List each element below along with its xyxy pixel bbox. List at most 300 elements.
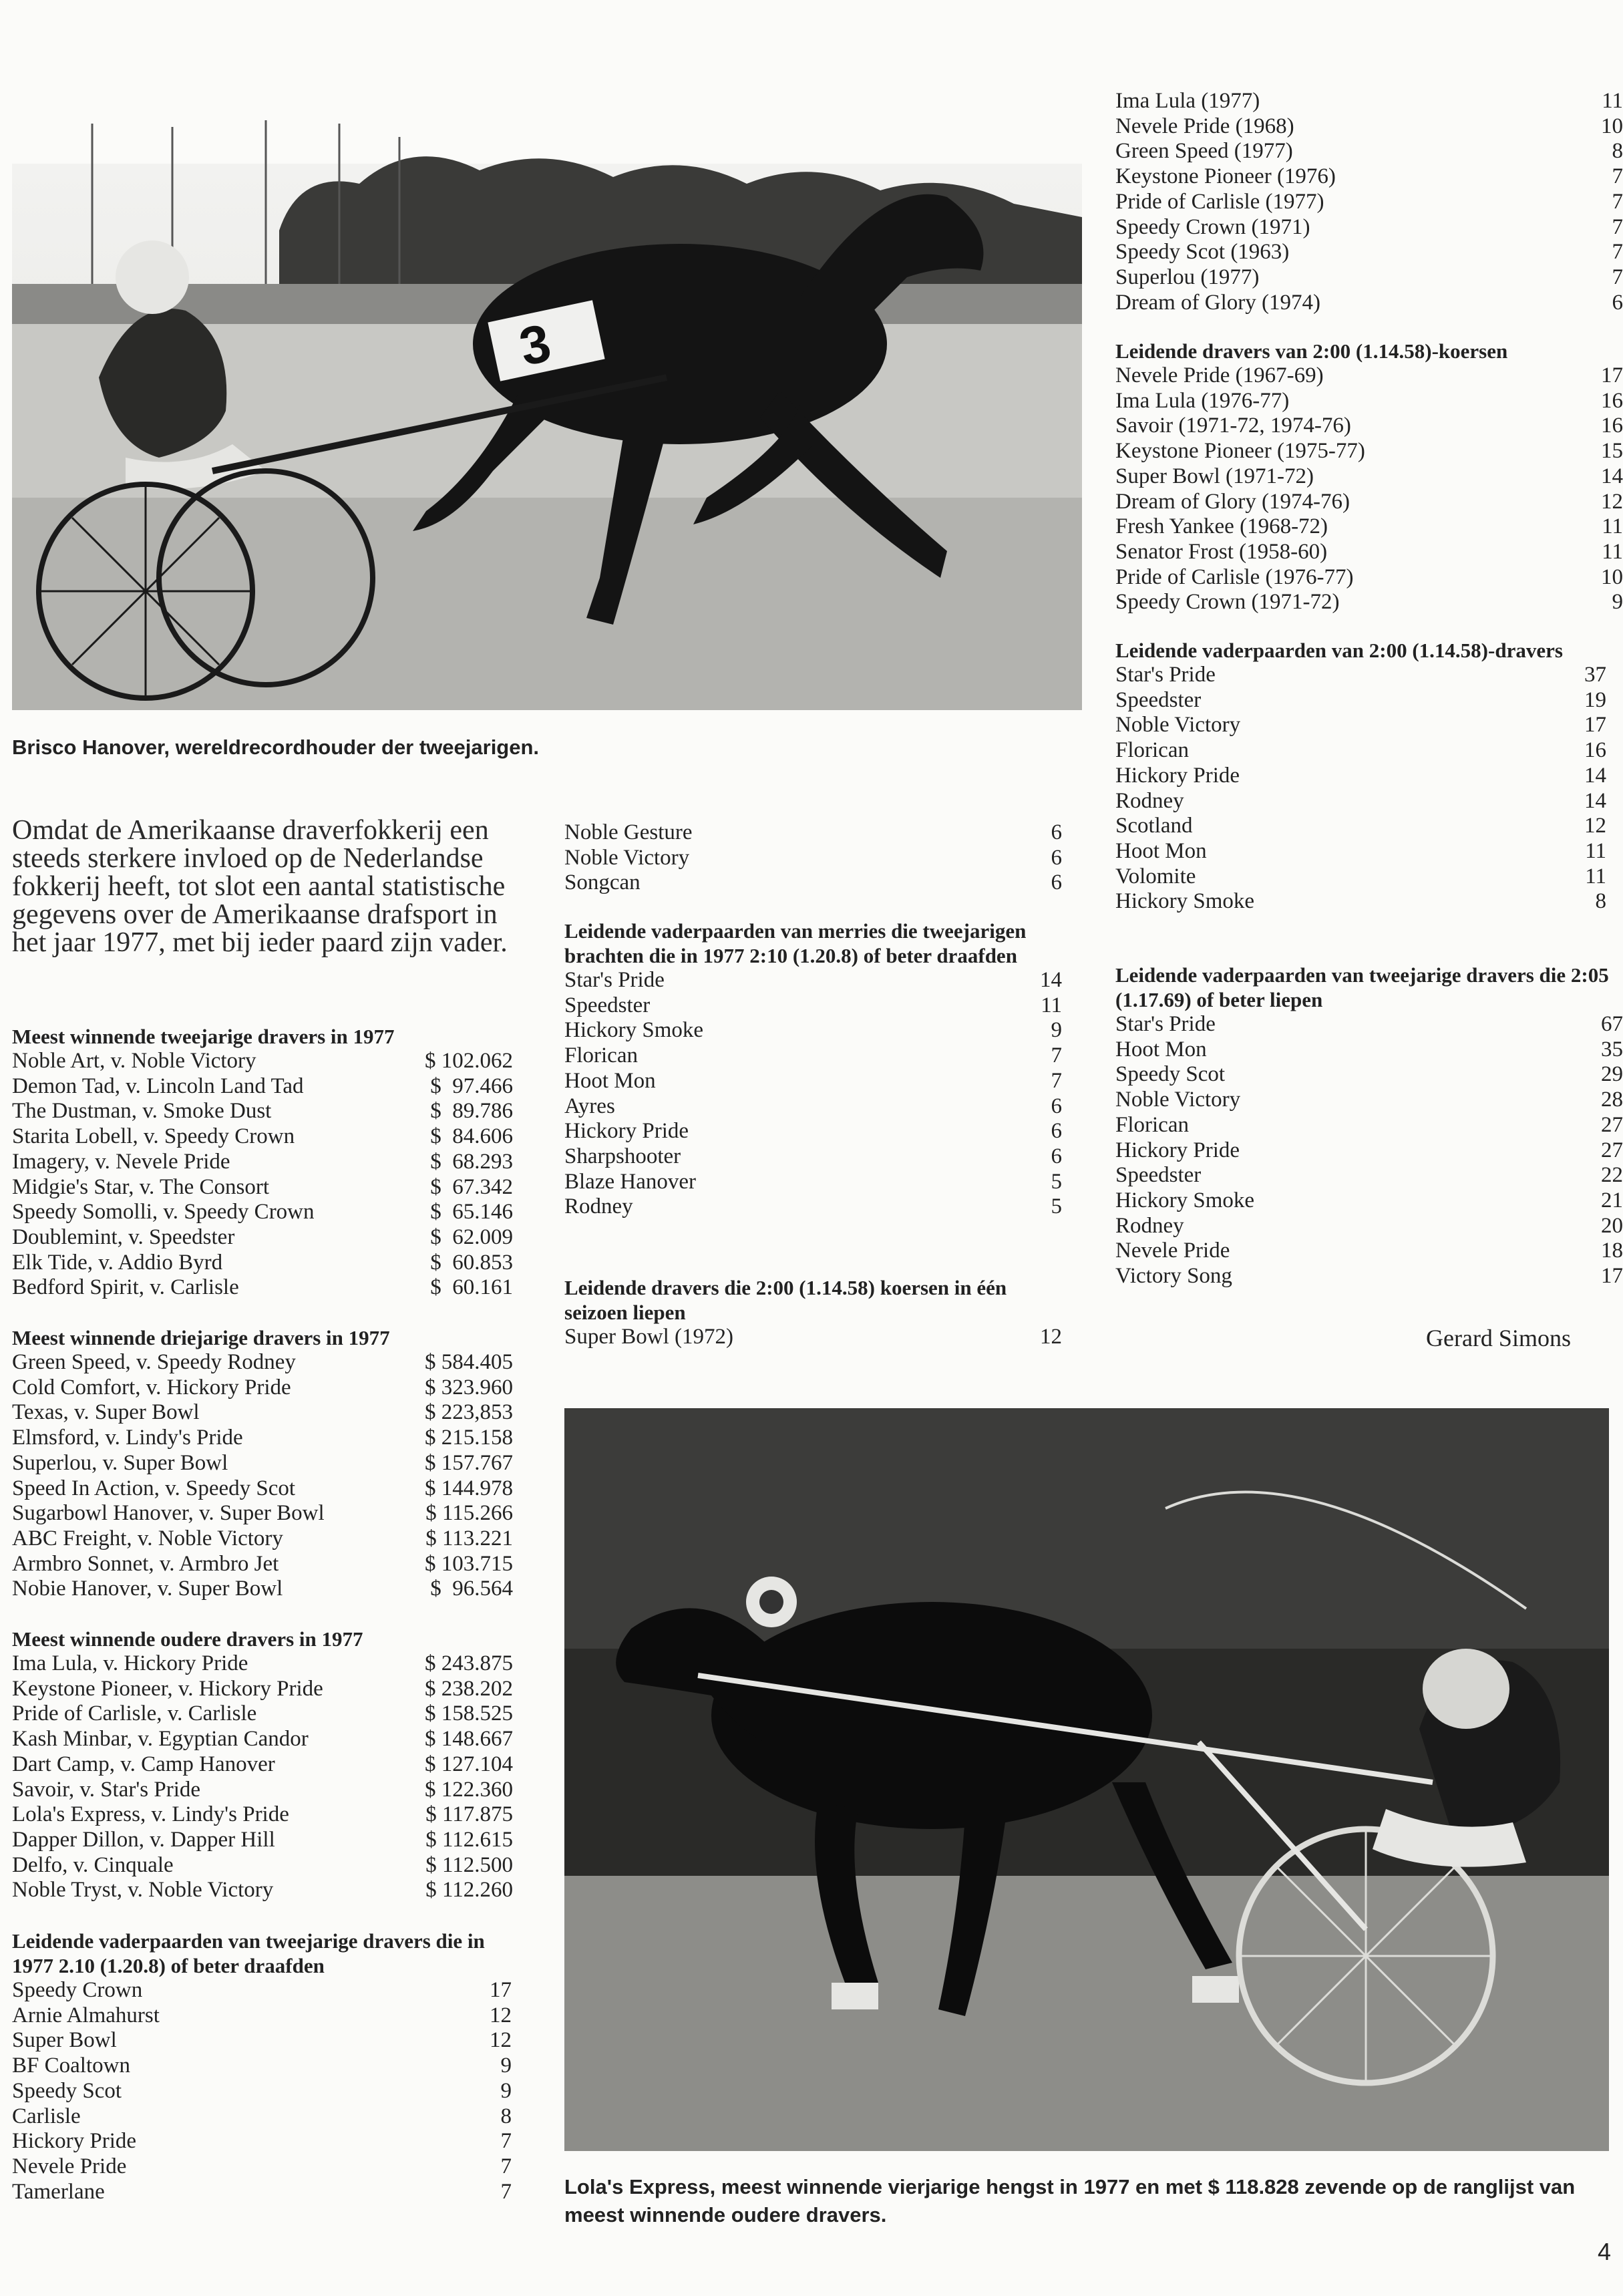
- item-value: 7: [1612, 214, 1623, 239]
- item-value: 8: [1612, 139, 1623, 164]
- item-value: $ 89.786: [430, 1099, 513, 1124]
- list-item: [1115, 363, 1623, 389]
- item-value: 17: [1601, 363, 1623, 387]
- item-name: Noble Tryst, v. Noble Victory: [12, 1878, 274, 1903]
- item-name: Hoot Mon: [1115, 1037, 1207, 1061]
- item-value: 12: [1584, 814, 1606, 838]
- item-value: 9: [1051, 1018, 1062, 1043]
- item-value: 21: [1601, 1188, 1623, 1212]
- item-name: Victory Song: [1115, 1264, 1232, 1289]
- item-value: $ 223,853: [425, 1400, 513, 1425]
- item-name: Hickory Pride: [1115, 763, 1240, 788]
- item-value: 6: [1051, 870, 1062, 895]
- item-name: Savoir, v. Star's Pride: [12, 1777, 201, 1802]
- item-name: Speedy Scot (1963): [1115, 240, 1290, 265]
- list-item: [564, 1119, 1062, 1144]
- list-item: [1115, 414, 1623, 439]
- item-value: 7: [1612, 189, 1623, 214]
- item-value: $ 323.960: [425, 1375, 513, 1400]
- section-heading: Leidende vaderpaarden van tweejarige dravers die in 1977 2.10 (1.20.8) of beter draafden: [12, 1929, 485, 1977]
- photo-lolas-express: [564, 1408, 1609, 2151]
- list-item: [1115, 240, 1623, 265]
- item-name: Noble Victory: [1115, 713, 1241, 737]
- item-name: Nevele Pride: [1115, 1239, 1230, 1263]
- item-value: $ 215.158: [425, 1426, 513, 1450]
- item-value: 9: [1612, 590, 1623, 615]
- item-value: 20: [1601, 1213, 1623, 1238]
- list-item: [564, 846, 1062, 871]
- list-item: [1115, 1037, 1623, 1063]
- item-value: 37: [1584, 663, 1606, 687]
- section-heading: Meest winnende oudere dravers in 1977: [12, 1627, 363, 1651]
- section-heading: Leidende vaderpaarden van tweejarige dravers die 2:05 (1.17.69) of beter liepen: [1115, 963, 1609, 1011]
- list-item: [1115, 1062, 1623, 1088]
- item-value: $ 122.360: [425, 1777, 513, 1802]
- item-name: BF Coaltown: [12, 2054, 130, 2078]
- item-value: 14: [1584, 788, 1606, 813]
- item-value: 28: [1601, 1088, 1623, 1112]
- item-name: Nobie Hanover, v. Super Bowl: [12, 1577, 283, 1601]
- list-item: [12, 1501, 513, 1526]
- item-name: Speedy Scot: [1115, 1062, 1226, 1087]
- list-item: [1115, 1163, 1623, 1188]
- item-name: Star's Pride: [564, 968, 665, 992]
- list-item: [1115, 1264, 1623, 1289]
- item-value: 7: [1612, 265, 1623, 289]
- item-value: $ 112.260: [425, 1878, 513, 1903]
- item-value: 35: [1601, 1037, 1623, 1061]
- list-item: [1115, 713, 1606, 738]
- list-item: [12, 1727, 513, 1752]
- item-value: 9: [500, 2054, 512, 2078]
- item-name: Hoot Mon: [1115, 838, 1207, 863]
- item-name: Hoot Mon: [564, 1068, 656, 1093]
- list-item: [1115, 738, 1606, 764]
- item-name: Fresh Yankee (1968-72): [1115, 514, 1328, 539]
- list-item: [1115, 590, 1623, 615]
- section-heading: Leidende dravers van 2:00 (1.14.58)-koersen: [1115, 339, 1508, 363]
- list-item: [12, 2003, 512, 2029]
- item-value: $ 102.062: [425, 1049, 513, 1073]
- item-name: Star's Pride: [1115, 663, 1216, 687]
- item-name: Bedford Spirit, v. Carlisle: [12, 1275, 239, 1300]
- item-name: Speedy Crown (1971): [1115, 214, 1310, 239]
- list-item: [12, 1778, 513, 1803]
- list-item: [12, 1099, 513, 1124]
- list-item: [12, 1577, 513, 1602]
- item-value: 12: [490, 2003, 512, 2027]
- item-name: Speedy Crown (1971-72): [1115, 590, 1340, 615]
- item-value: 6: [1051, 1144, 1062, 1168]
- item-name: Scotland: [1115, 814, 1193, 838]
- item-value: 67: [1601, 1012, 1623, 1036]
- list-item: [12, 2054, 512, 2079]
- list-item: [1115, 764, 1606, 789]
- list-item: [12, 1074, 513, 1100]
- item-name: Rodney: [1115, 788, 1184, 813]
- item-name: Armbro Sonnet, v. Armbro Jet: [12, 1551, 279, 1576]
- list-item: [564, 820, 1062, 846]
- item-name: Super Bowl: [12, 2028, 117, 2053]
- list-item: [1115, 1012, 1623, 1037]
- item-value: 11: [1602, 89, 1623, 113]
- section-2-00-in-one-season: [564, 1275, 1062, 1350]
- item-value: 17: [490, 1978, 512, 2002]
- item-name: Carlisle: [12, 2104, 81, 2128]
- list-item: [12, 1677, 513, 1702]
- item-name: Speedster: [1115, 1163, 1202, 1188]
- item-name: Keystone Pioneer (1975-77): [1115, 439, 1365, 464]
- item-name: Volomite: [1115, 864, 1196, 888]
- page-number: 4: [1598, 2238, 1612, 2265]
- item-name: Blaze Hanover: [564, 1169, 696, 1194]
- list-item: [1115, 839, 1606, 864]
- item-value: $ 68.293: [430, 1149, 513, 1174]
- item-name: Superlou (1977): [1115, 265, 1260, 289]
- item-value: $ 97.466: [430, 1074, 513, 1098]
- list-item: [1115, 789, 1606, 814]
- item-name: Superlou, v. Super Bowl: [12, 1450, 228, 1475]
- list-item: [12, 1375, 513, 1401]
- list-item: [12, 1878, 513, 1903]
- section-heading: Leidende vaderpaarden van 2:00 (1.14.58)-dravers: [1115, 639, 1563, 662]
- item-name: Delfo, v. Cinquale: [12, 1852, 174, 1877]
- item-name: Dream of Glory (1974-76): [1115, 489, 1350, 514]
- item-name: Ima Lula (1977): [1115, 89, 1260, 113]
- item-value: $ 115.266: [425, 1501, 513, 1526]
- list-item: [564, 1194, 1062, 1220]
- list-item: [1115, 1214, 1623, 1239]
- intro-paragraph: Omdat de Amerikaanse draverfokkerij een steeds sterkere invloed op de Nederlandse fokkerij heeft, tot slot een aantal statistische gegevens over de Amerikaanse drafsport in het jaar 1977, met bij ieder paard zijn vader.: [12, 815, 508, 958]
- list-item: [1115, 164, 1623, 190]
- item-name: Pride of Carlisle (1977): [1115, 189, 1324, 214]
- item-value: $ 103.715: [425, 1551, 513, 1576]
- item-value: 6: [1051, 820, 1062, 844]
- list-item: [12, 1853, 513, 1878]
- item-name: Texas, v. Super Bowl: [12, 1400, 200, 1425]
- list-item: [564, 1018, 1062, 1043]
- list-item: [12, 1651, 513, 1677]
- item-name: Noble Gesture: [564, 820, 693, 844]
- item-value: 17: [1601, 1264, 1623, 1289]
- item-name: Elmsford, v. Lindy's Pride: [12, 1426, 243, 1450]
- item-name: Starita Lobell, v. Speedy Crown: [12, 1124, 295, 1149]
- item-name: Dart Camp, v. Camp Hanover: [12, 1752, 275, 1776]
- list-item: [1115, 565, 1623, 591]
- list-item: [12, 1124, 513, 1150]
- list-item: [1115, 1239, 1623, 1264]
- list-item: [12, 1175, 513, 1200]
- item-value: 7: [1051, 1068, 1062, 1093]
- item-value: $ 144.978: [425, 1476, 513, 1500]
- section-leading-2-00-trotters: [1115, 339, 1623, 615]
- item-value: 17: [1584, 713, 1606, 737]
- item-value: 29: [1601, 1062, 1623, 1087]
- list-item: [564, 1043, 1062, 1069]
- list-item: [12, 2028, 512, 2054]
- item-value: $ 117.875: [425, 1802, 513, 1827]
- item-name: Super Bowl (1971-72): [1115, 464, 1314, 488]
- item-value: $ 60.161: [430, 1275, 513, 1300]
- section-older-trotters-1977: [12, 1627, 513, 1903]
- column-right-sec3: [1115, 963, 1623, 1289]
- item-value: $ 158.525: [425, 1701, 513, 1726]
- item-name: Hickory Smoke: [1115, 889, 1255, 914]
- item-name: Hickory Smoke: [1115, 1188, 1255, 1212]
- list-item: [12, 1526, 513, 1552]
- item-value: 27: [1601, 1138, 1623, 1162]
- item-value: 7: [500, 2179, 512, 2204]
- item-value: 14: [1601, 464, 1623, 488]
- item-name: Hickory Pride: [1115, 1138, 1240, 1162]
- item-name: Ima Lula, v. Hickory Pride: [12, 1651, 248, 1675]
- list-item: [12, 2129, 512, 2154]
- section-two-year-olds-1977: [12, 1024, 513, 1301]
- item-name: Songcan: [564, 870, 641, 895]
- item-value: $ 584.405: [425, 1350, 513, 1374]
- item-name: Florican: [564, 1043, 638, 1068]
- item-name: Speedy Somolli, v. Speedy Crown: [12, 1200, 315, 1224]
- item-name: Speedster: [564, 993, 651, 1017]
- item-value: $ 60.853: [430, 1250, 513, 1275]
- list-item: [1115, 1188, 1623, 1214]
- list-item: [12, 1400, 513, 1426]
- item-name: Nevele Pride (1968): [1115, 114, 1294, 138]
- item-value: $ 243.875: [425, 1651, 513, 1675]
- item-name: Rodney: [564, 1194, 633, 1219]
- item-value: 7: [500, 2129, 512, 2154]
- column-right: [1115, 89, 1623, 315]
- item-value: $ 62.009: [430, 1224, 513, 1249]
- list-item: [1115, 540, 1623, 565]
- item-name: Noble Art, v. Noble Victory: [12, 1049, 256, 1073]
- item-name: Tamerlane: [12, 2179, 105, 2204]
- item-value: 12: [1601, 489, 1623, 514]
- item-value: $ 112.615: [425, 1827, 513, 1852]
- list-item: [1115, 663, 1606, 688]
- list-item: [564, 1069, 1062, 1094]
- list-item: [564, 1094, 1062, 1120]
- item-name: Noble Victory: [564, 845, 690, 870]
- list-item: [12, 1200, 513, 1225]
- item-value: $ 148.667: [425, 1727, 513, 1752]
- item-value: 8: [1595, 889, 1606, 914]
- list-item: [1115, 1088, 1623, 1113]
- item-value: 11: [1041, 993, 1062, 1017]
- item-name: Nevele Pride (1967-69): [1115, 363, 1324, 387]
- item-value: 6: [1051, 1119, 1062, 1144]
- list-item: [12, 1701, 513, 1727]
- item-name: Ayres: [564, 1094, 615, 1118]
- item-name: The Dustman, v. Smoke Dust: [12, 1099, 272, 1124]
- list-item: [12, 1828, 513, 1853]
- list-item: [1115, 688, 1606, 713]
- item-name: Hickory Pride: [12, 2129, 137, 2154]
- item-value: $ 112.500: [425, 1852, 513, 1877]
- list-item: [12, 1225, 513, 1251]
- photo-brisco-hanover: [12, 97, 1082, 710]
- section-sires-of-2-00-trotters: [1115, 638, 1606, 915]
- item-name: Doublemint, v. Speedster: [12, 1224, 235, 1249]
- section-heading: Leidende dravers die 2:00 (1.14.58) koersen in één seizoen liepen: [564, 1276, 1007, 1324]
- item-name: Dream of Glory (1974): [1115, 290, 1320, 315]
- list-item: [564, 968, 1062, 993]
- item-value: $ 157.767: [425, 1450, 513, 1475]
- list-item: [12, 2180, 512, 2205]
- item-value: 15: [1601, 439, 1623, 464]
- item-name: Pride of Carlisle (1976-77): [1115, 564, 1354, 589]
- item-value: $ 67.342: [430, 1174, 513, 1199]
- list-item: [12, 1978, 512, 2003]
- item-name: Speed In Action, v. Speedy Scot: [12, 1476, 296, 1500]
- list-item: [1115, 389, 1623, 414]
- item-value: 11: [1585, 864, 1606, 888]
- item-name: Keystone Pioneer, v. Hickory Pride: [12, 1676, 323, 1701]
- item-value: 6: [1612, 290, 1623, 315]
- item-name: Speedster: [1115, 687, 1202, 712]
- author-signature: Gerard Simons: [1426, 1325, 1571, 1351]
- item-value: $ 113.221: [425, 1526, 513, 1550]
- item-name: ABC Freight, v. Noble Victory: [12, 1526, 283, 1550]
- item-name: Imagery, v. Nevele Pride: [12, 1149, 230, 1174]
- item-value: 10: [1601, 114, 1623, 138]
- list-item: [12, 1150, 513, 1175]
- item-name: Arnie Almahurst: [12, 2003, 160, 2027]
- section-sires-two-year-olds-2-10: [12, 1929, 512, 2204]
- list-item: [12, 1451, 513, 1476]
- section-continued-list: [564, 820, 1062, 896]
- item-name: Noble Victory: [1115, 1088, 1241, 1112]
- item-value: $ 127.104: [425, 1752, 513, 1776]
- list-item: [12, 1426, 513, 1451]
- item-name: Hickory Pride: [564, 1119, 689, 1144]
- item-value: 11: [1602, 514, 1623, 539]
- list-item: [12, 1552, 513, 1577]
- column-right-sec1: [1115, 339, 1623, 615]
- section-continued-2-00-list: [1115, 89, 1623, 315]
- list-item: [12, 1251, 513, 1276]
- item-name: Hickory Smoke: [564, 1018, 704, 1043]
- race-number: 3: [514, 312, 556, 377]
- list-item: [1115, 814, 1606, 839]
- item-name: Ima Lula (1976-77): [1115, 388, 1290, 413]
- item-value: 11: [1585, 838, 1606, 863]
- list-item: [564, 1325, 1062, 1350]
- list-item: [1115, 1138, 1623, 1164]
- item-value: 11: [1602, 539, 1623, 564]
- item-value: 18: [1601, 1239, 1623, 1263]
- list-item: [12, 1802, 513, 1828]
- photo1-caption: Brisco Hanover, wereldrecordhouder der tweejarigen.: [12, 735, 540, 759]
- item-name: Rodney: [1115, 1213, 1184, 1238]
- column-right-sec2: [1115, 638, 1609, 915]
- item-value: 10: [1601, 564, 1623, 589]
- list-item: [1115, 291, 1623, 316]
- item-name: Nevele Pride: [12, 2154, 127, 2178]
- list-item: [564, 870, 1062, 896]
- item-value: 7: [1051, 1043, 1062, 1068]
- list-item: [564, 993, 1062, 1019]
- item-name: Savoir (1971-72, 1974-76): [1115, 414, 1351, 438]
- list-item: [12, 1049, 513, 1074]
- item-name: Kash Minbar, v. Egyptian Candor: [12, 1727, 309, 1752]
- list-item: [1115, 215, 1623, 240]
- list-item: [1115, 190, 1623, 215]
- item-value: 27: [1601, 1112, 1623, 1137]
- item-value: 6: [1051, 1094, 1062, 1118]
- item-value: 14: [1584, 763, 1606, 788]
- item-name: Florican: [1115, 738, 1189, 763]
- item-name: Pride of Carlisle, v. Carlisle: [12, 1701, 257, 1726]
- item-value: 5: [1051, 1194, 1062, 1219]
- section-heading: Meest winnende driejarige dravers in 1977: [12, 1326, 390, 1349]
- list-item: [12, 2079, 512, 2104]
- section-three-year-olds-1977: [12, 1325, 513, 1602]
- list-item: [1115, 1113, 1623, 1138]
- item-name: Lola's Express, v. Lindy's Pride: [12, 1802, 289, 1827]
- list-item: [1115, 889, 1606, 915]
- section-heading: Meest winnende tweejarige dravers in 1977: [12, 1025, 395, 1048]
- item-name: Demon Tad, v. Lincoln Land Tad: [12, 1074, 304, 1098]
- item-name: Elk Tide, v. Addio Byrd: [12, 1250, 223, 1275]
- item-value: 7: [1612, 164, 1623, 189]
- item-name: Super Bowl (1972): [564, 1325, 733, 1349]
- item-value: 6: [1051, 845, 1062, 870]
- list-item: [1115, 139, 1623, 164]
- item-value: 12: [490, 2028, 512, 2053]
- item-name: Dapper Dillon, v. Dapper Hill: [12, 1827, 275, 1852]
- item-name: Senator Frost (1958-60): [1115, 539, 1328, 564]
- item-value: 16: [1601, 414, 1623, 438]
- list-item: [12, 2104, 512, 2130]
- list-item: [1115, 89, 1623, 114]
- section-heading: Leidende vaderpaarden van merries die tweejarigen brachten die in 1977 2:10 (1.20.8) of beter draafden: [564, 919, 1027, 967]
- item-name: Sugarbowl Hanover, v. Super Bowl: [12, 1501, 325, 1526]
- item-name: Star's Pride: [1115, 1012, 1216, 1036]
- item-value: 9: [500, 2078, 512, 2103]
- item-name: Speedy Scot: [12, 2078, 122, 2103]
- list-item: [1115, 490, 1623, 515]
- item-value: $ 84.606: [430, 1124, 513, 1149]
- item-name: Midgie's Star, v. The Consort: [12, 1174, 270, 1199]
- list-item: [1115, 464, 1623, 490]
- item-name: Speedy Crown: [12, 1978, 143, 2002]
- item-value: $ 238.202: [425, 1676, 513, 1701]
- item-value: 7: [500, 2154, 512, 2178]
- item-name: Green Speed, v. Speedy Rodney: [12, 1350, 296, 1374]
- item-name: Keystone Pioneer (1976): [1115, 164, 1336, 189]
- item-name: Cold Comfort, v. Hickory Pride: [12, 1375, 291, 1400]
- item-value: $ 65.146: [430, 1200, 513, 1224]
- item-value: 14: [1040, 968, 1062, 992]
- list-item: [12, 1476, 513, 1502]
- list-item: [1115, 439, 1623, 464]
- item-value: 16: [1601, 388, 1623, 413]
- list-item: [12, 1350, 513, 1375]
- item-value: 5: [1051, 1169, 1062, 1194]
- item-value: 12: [1040, 1325, 1062, 1349]
- section-sires-two-year-olds-2-05: [1115, 963, 1623, 1289]
- item-value: 19: [1584, 687, 1606, 712]
- list-item: [1115, 114, 1623, 140]
- list-item: [12, 1752, 513, 1778]
- section-sires-of-dams: [564, 919, 1062, 1220]
- item-name: Florican: [1115, 1112, 1189, 1137]
- list-item: [1115, 864, 1606, 890]
- item-value: 8: [500, 2104, 512, 2128]
- list-item: [12, 1275, 513, 1301]
- item-value: $ 96.564: [430, 1577, 513, 1601]
